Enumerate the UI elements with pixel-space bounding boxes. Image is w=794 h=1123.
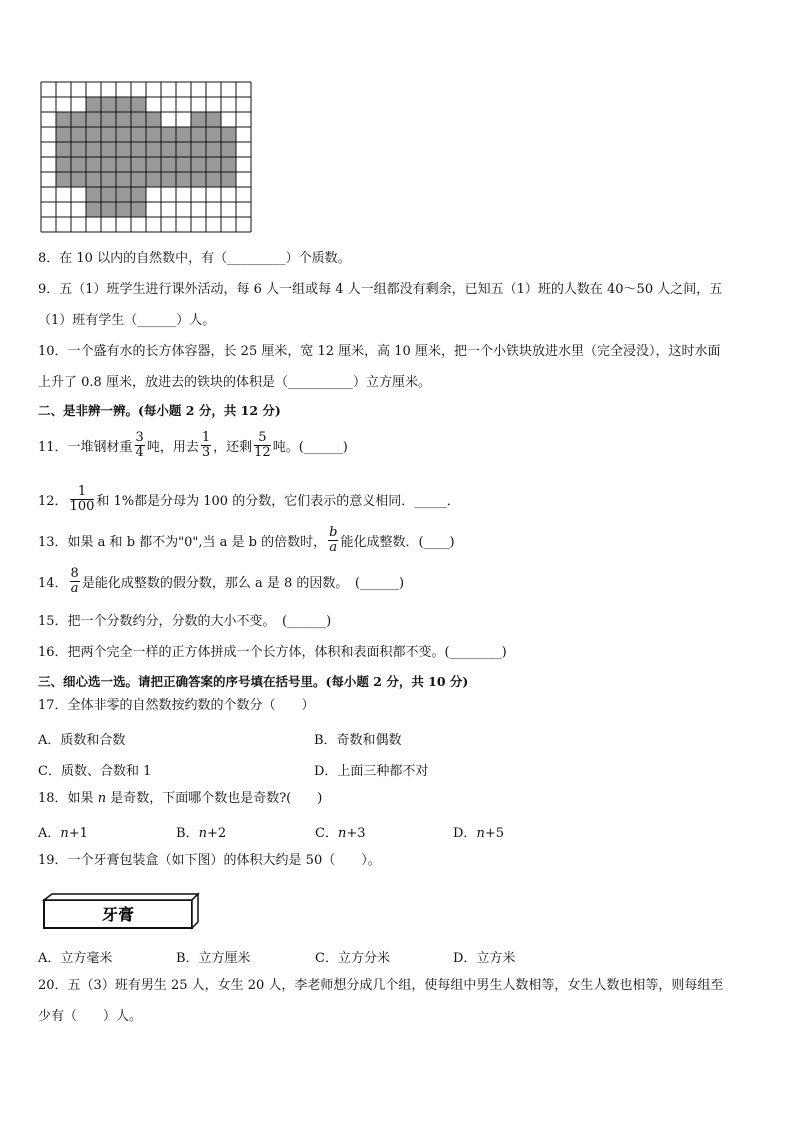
- question-8: 8．在 10 以内的自然数中，有（_________）个质数。: [38, 251, 351, 266]
- q13-suffix: 能化成整数．(____): [340, 535, 455, 550]
- question-12: [38, 486, 460, 518]
- section-3-heading: 三、细心选一选。请把正确答案的序号填在括号里。(每小题 2 分，共 10 分): [38, 674, 469, 689]
- shaded-cell: [206, 127, 221, 142]
- q18-option-b: B．n+2: [176, 826, 227, 841]
- shaded-cell: [206, 112, 221, 127]
- shaded-cell: [146, 157, 161, 172]
- q18-option-c: C．n+3: [315, 826, 366, 841]
- shaded-cell: [101, 142, 116, 157]
- q18-option-a: A．n+1: [38, 826, 88, 841]
- shaded-cell: [131, 187, 146, 202]
- shaded-cell: [86, 157, 101, 172]
- shaded-cell: [71, 142, 86, 157]
- shaded-cell: [176, 127, 191, 142]
- q11-prefix: 11．一堆钢材重: [38, 440, 133, 455]
- shaded-cell: [101, 127, 116, 142]
- shaded-cell: [191, 142, 206, 157]
- shaded-cell: [101, 202, 116, 217]
- shaded-cell: [116, 112, 131, 127]
- shaded-cell: [86, 127, 101, 142]
- shaded-cell: [116, 157, 131, 172]
- question-9-line-1: 9．五（1）班学生进行课外活动，每 6 人一组或每 4 人一组都没有剩余，已知五（1）班的人数在 40～50 人之间，五: [38, 282, 723, 297]
- shaded-cell: [86, 172, 101, 187]
- fraction-8-over-a: $\frac{8}{a}$: [70, 566, 79, 596]
- q17-option-b: B．奇数和偶数: [314, 733, 402, 748]
- fraction-1-3: $\frac{1}{3}$: [201, 430, 211, 460]
- shaded-cell: [71, 112, 86, 127]
- shaded-cell: [86, 97, 101, 112]
- shaded-cell: [56, 157, 71, 172]
- shaded-cell: [131, 202, 146, 217]
- q19-option-a: A．立方毫米: [38, 951, 113, 966]
- shaded-cell: [131, 157, 146, 172]
- shaded-cell: [191, 112, 206, 127]
- shaded-cell: [131, 97, 146, 112]
- q18-option-d: D．n+5: [453, 826, 504, 841]
- q19-option-d: D．立方米: [453, 951, 516, 966]
- q14-prefix: 14．: [38, 576, 68, 591]
- shaded-cell: [116, 187, 131, 202]
- fraction-b-over-a: $\frac{b}{a}$: [329, 525, 338, 555]
- question-10-line-2: 上升了 0.8 厘米，放进去的铁块的体积是（__________）立方厘米。: [38, 375, 431, 390]
- shaded-grid-figure: [40, 81, 253, 233]
- q11-suffix: 吨。(______): [272, 440, 348, 455]
- question-13: [38, 527, 455, 559]
- shaded-cell: [56, 142, 71, 157]
- shaded-cell: [191, 127, 206, 142]
- shaded-cell: [206, 172, 221, 187]
- fraction-1-100: $\frac{1}{100}$: [69, 484, 95, 514]
- shaded-cell: [191, 172, 206, 187]
- q17-option-c: C．质数、合数和 1: [38, 764, 152, 779]
- shaded-cell: [161, 172, 176, 187]
- question-10-line-1: 10．一个盛有水的长方体容器，长 25 厘米，宽 12 厘米，高 10 厘米，把一个小铁块放进水里（完全浸没），这时水面: [38, 344, 721, 359]
- shaded-cell: [86, 202, 101, 217]
- shaded-cell: [146, 112, 161, 127]
- shaded-cell: [221, 172, 236, 187]
- shaded-cell: [161, 157, 176, 172]
- q19-option-b: B．立方厘米: [176, 951, 251, 966]
- shaded-cell: [71, 127, 86, 142]
- shaded-cell: [161, 142, 176, 157]
- question-14: [38, 568, 404, 600]
- shaded-cell: [146, 172, 161, 187]
- shaded-cell: [116, 142, 131, 157]
- shaded-cell: [131, 172, 146, 187]
- shaded-cell: [71, 172, 86, 187]
- shaded-cell: [131, 142, 146, 157]
- shaded-cell: [131, 127, 146, 142]
- shaded-cell: [146, 127, 161, 142]
- question-17: 17．全体非零的自然数按约数的个数分（ ）: [38, 698, 315, 713]
- question-18: 18．如果 n 是奇数，下面哪个数也是奇数?( ): [38, 791, 323, 806]
- shaded-cell: [176, 157, 191, 172]
- question-11: [38, 432, 348, 464]
- question-15: 15．把一个分数约分，分数的大小不变。 (______): [38, 614, 332, 629]
- q11-mid2: ，还剩: [213, 440, 253, 455]
- q11-mid1: 吨，用去: [146, 440, 199, 455]
- shaded-cell: [176, 142, 191, 157]
- shaded-cell: [101, 172, 116, 187]
- shaded-cell: [221, 142, 236, 157]
- question-19: 19．一个牙膏包装盒（如下图）的体积大约是 50（ ）。: [38, 853, 381, 868]
- shaded-cell: [116, 97, 131, 112]
- shaded-cell: [56, 172, 71, 187]
- shaded-cell: [221, 127, 236, 142]
- q17-option-d: D．上面三种都不对: [314, 764, 429, 779]
- shaded-cell: [101, 97, 116, 112]
- section-2-heading: 二、是非辨一辨。(每小题 2 分，共 12 分): [38, 403, 281, 418]
- shaded-cell: [56, 112, 71, 127]
- shaded-cell: [161, 127, 176, 142]
- q12-suffix: 和 1%都是分母为 100 的分数，它们表示的意义相同．_____．: [96, 494, 460, 509]
- shaded-cell: [116, 202, 131, 217]
- q17-option-a: A．质数和合数: [38, 733, 126, 748]
- shaded-cell: [191, 157, 206, 172]
- shaded-cell: [101, 187, 116, 202]
- q12-prefix: 12．: [38, 494, 68, 509]
- shaded-cell: [176, 172, 191, 187]
- q13-prefix: 13．如果 a 和 b 都不为"0",当 a 是 b 的倍数时，: [38, 535, 327, 550]
- shaded-cell: [101, 157, 116, 172]
- shaded-cell: [116, 127, 131, 142]
- toothpaste-box-figure: [42, 892, 202, 932]
- toothpaste-label: 牙膏: [101, 905, 135, 924]
- q19-option-c: C．立方分米: [315, 951, 390, 966]
- fraction-3-4: $\frac{3}{4}$: [135, 430, 144, 460]
- shaded-cell: [71, 157, 86, 172]
- shaded-cell: [206, 142, 221, 157]
- shaded-cell: [56, 127, 71, 142]
- question-20-line-1: 20．五（3）班有男生 25 人，女生 20 人，李老师想分成几个组，使每组中男生人数相等，女生人数也相等，则每组至: [38, 978, 724, 993]
- shaded-cell: [86, 187, 101, 202]
- fraction-5-12: $\frac{5}{12}$: [254, 430, 271, 460]
- shaded-cell: [221, 157, 236, 172]
- shaded-cell: [131, 112, 146, 127]
- shaded-cell: [206, 157, 221, 172]
- question-20-line-2: 少有（ ）人。: [38, 1009, 143, 1024]
- q14-suffix: 是能化成整数的假分数，那么 a 是 8 的因数。 (______): [81, 576, 405, 591]
- shaded-cell: [86, 142, 101, 157]
- shaded-cell: [146, 142, 161, 157]
- question-16: 16．把两个完全一样的正方体拼成一个长方体，体积和表面积都不变。(________): [38, 645, 507, 660]
- question-9-line-2: （1）班有学生（______）人。: [38, 313, 216, 328]
- shaded-cell: [116, 172, 131, 187]
- shaded-cell: [86, 112, 101, 127]
- shaded-cell: [101, 112, 116, 127]
